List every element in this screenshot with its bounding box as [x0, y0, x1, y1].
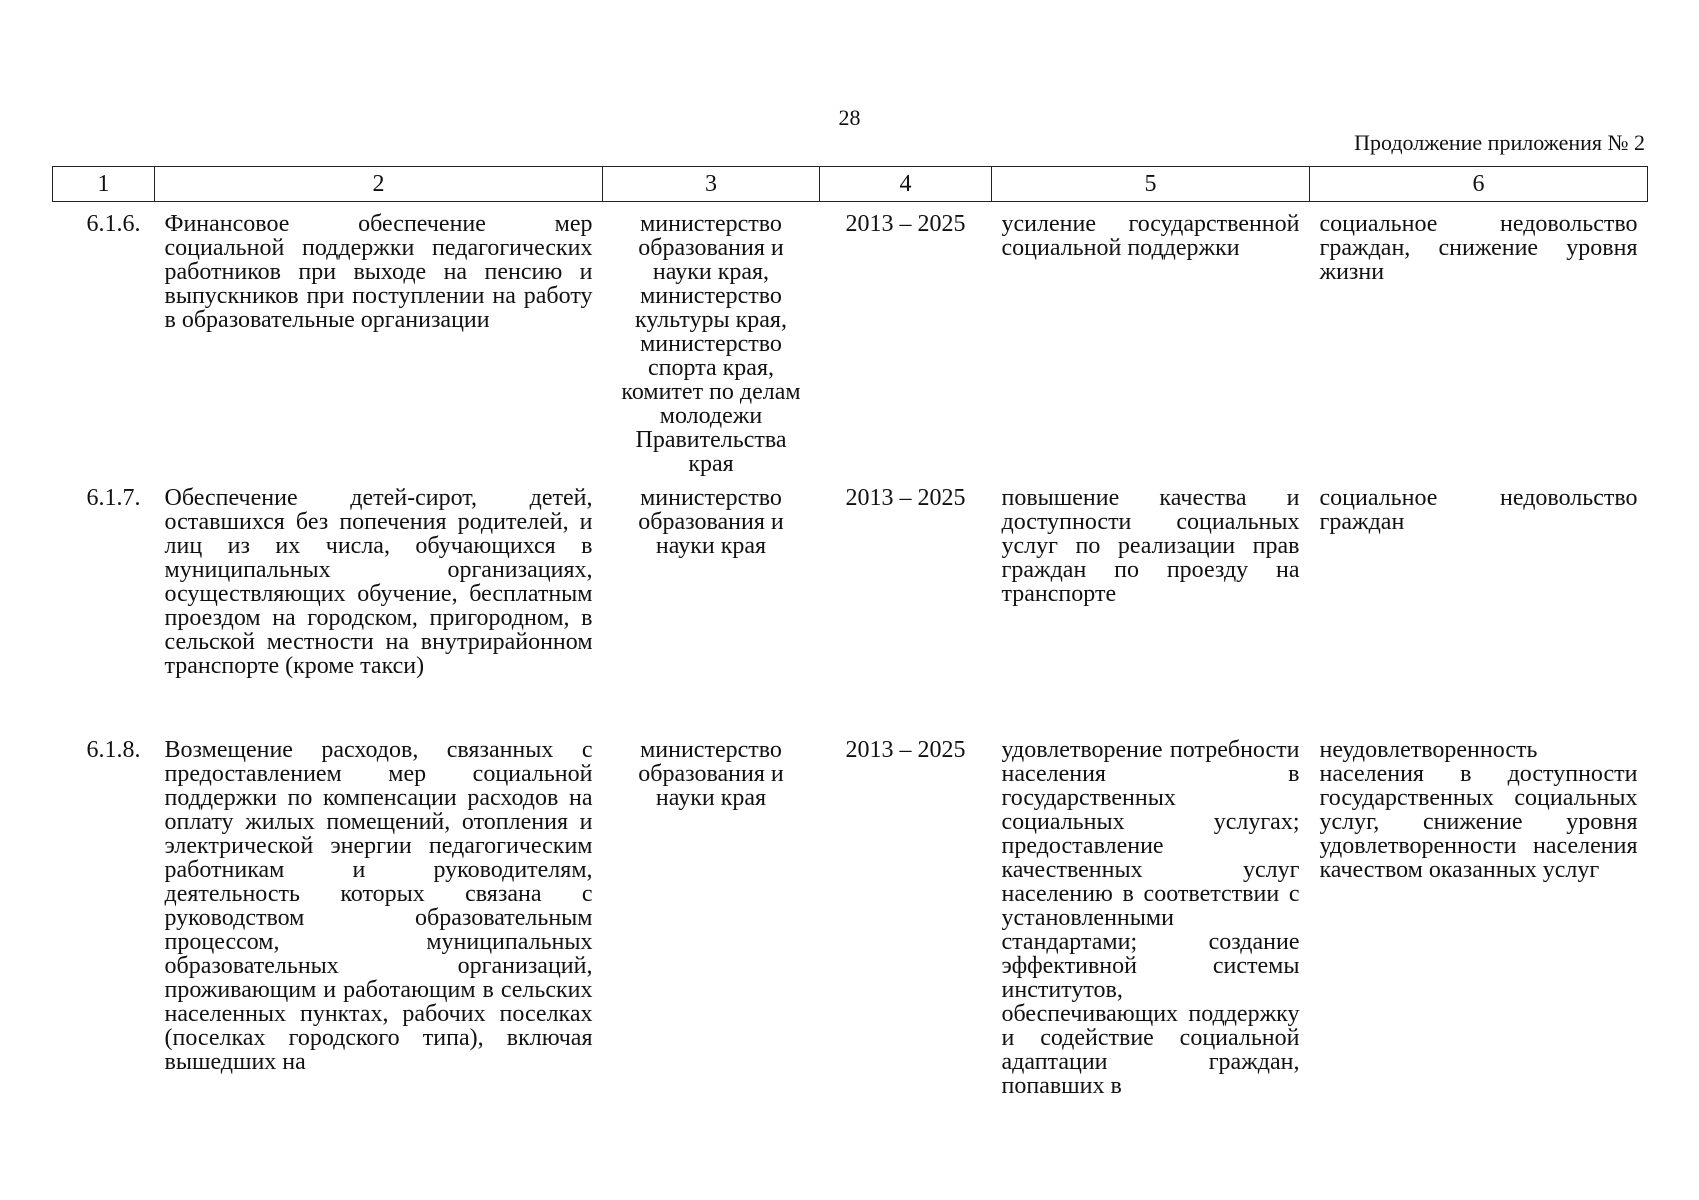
measure-number: 6.1.7. [86, 485, 141, 511]
non-implementation-consequence: социальное недовольство граждан [1319, 485, 1638, 535]
measure-name: Возмещение расходов, связанных с предоставлением мер социальной поддержки по компенсации расходов на оплату жилых помещений, отопления и электрической энергии педагогическим работникам и руководителям, деятельность которых связана с руководством образовательным процессом, муниципальных образовательных организаций, проживающим и работающим в сельских населенных пунктах, рабочих поселках (поселках городского типа), включая вышедших на [164, 737, 593, 1075]
column-header-3: 3 [603, 167, 820, 202]
measures-table [52, 166, 1648, 1098]
non-implementation-consequence: социальное недовольство граждан, снижение уровня жизни [1319, 211, 1638, 285]
measure-executor: министерство образования и науки края [638, 737, 784, 811]
non-implementation-consequence: неудовлетворенность населения в доступности государственных социальных услуг, снижение уровня удовлетворенности населения качеством оказанных услуг [1319, 737, 1638, 883]
page-number: 28 [838, 105, 861, 130]
measure-term: 2013 – 2025 [845, 485, 966, 511]
column-header-5: 5 [992, 167, 1310, 202]
measure-name: Финансовое обеспечение мер социальной поддержки педагогических работников при выходе на пенсию и выпускников при поступлении на работу в образовательные организации [164, 211, 593, 333]
measure-term: 2013 – 2025 [845, 211, 966, 237]
measure-executor: министерство образования и науки края [638, 485, 784, 559]
table-row [53, 476, 1648, 728]
measure-executor: министерство образования и науки края, министерство культуры края, министерство спорта края, комитет по делам молодежи Правительства края [621, 211, 801, 477]
column-number-row [53, 167, 1648, 202]
expected-result: усиление государственной социальной поддержки [1001, 211, 1300, 261]
measure-number: 6.1.6. [86, 211, 141, 237]
appendix-continuation-label: Продолжение приложения № 2 [1354, 130, 1645, 155]
table-row [53, 202, 1648, 477]
column-header-2: 2 [155, 167, 603, 202]
measure-term: 2013 – 2025 [845, 737, 966, 763]
column-header-6: 6 [1310, 167, 1648, 202]
measure-number: 6.1.8. [86, 737, 141, 763]
measure-name: Обеспечение детей-сирот, детей, оставшихся без попечения родителей, и лиц из их числа, обучающихся в муниципальных организациях, осуществляющих обучение, бесплатным проездом на городском, пригородном, в сельской местности на внутрирайонном транспорте (кроме такси) [164, 485, 593, 679]
table-row [53, 728, 1648, 1098]
expected-result: удовлетворение потребности населения в государственных социальных услугах; предоставление качественных услуг населению в соответствии с установленными стандартами; создание эффективной системы институтов, обеспечивающих поддержку и содействие социальной адаптации граждан, попавших в [1001, 737, 1300, 1099]
column-header-4: 4 [820, 167, 992, 202]
expected-result: повышение качества и доступности социальных услуг по реализации прав граждан по проезду на транспорте [1001, 485, 1300, 607]
column-header-1: 1 [53, 167, 155, 202]
